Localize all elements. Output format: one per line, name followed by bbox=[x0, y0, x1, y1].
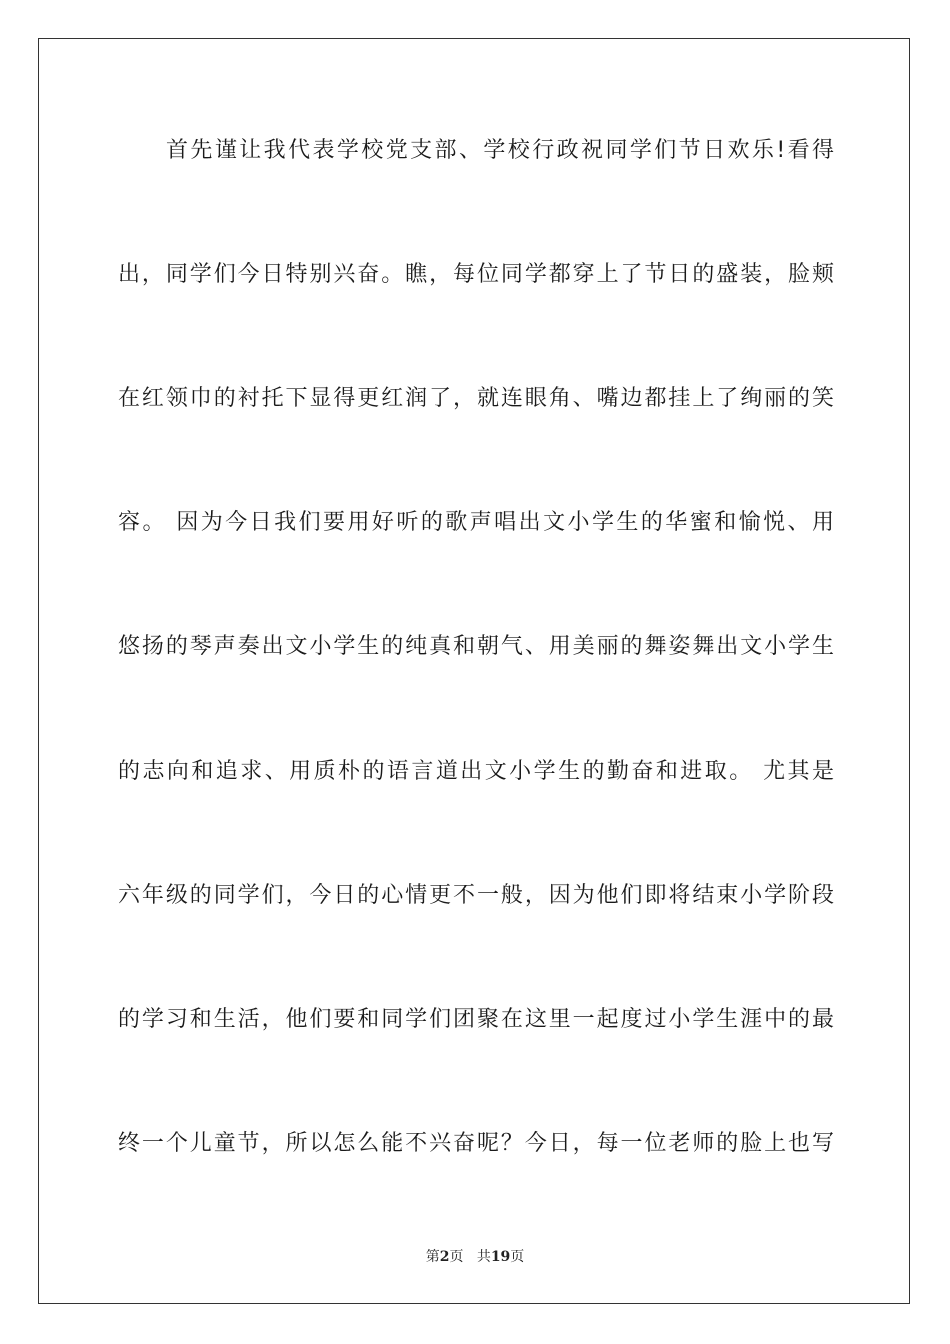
text-line-5: 悠扬的琴声奏出文小学生的纯真和朝气、用美丽的舞姿舞出文小学生 bbox=[118, 634, 834, 659]
text-line-7: 六年级的同学们，今日的心情更不一般，因为他们即将结束小学阶段 bbox=[118, 883, 834, 908]
text-line-2: 出，同学们今日特别兴奋。瞧，每位同学都穿上了节日的盛装，脸颊 bbox=[118, 262, 834, 287]
footer-page-number: 2 bbox=[439, 1249, 450, 1265]
footer-total-prefix: 共 bbox=[476, 1249, 491, 1265]
page-frame bbox=[38, 38, 910, 1304]
page-footer bbox=[0, 1246, 950, 1266]
text-line-1: 首先谨让我代表学校党支部、学校行政祝同学们节日欢乐!看得 bbox=[166, 138, 834, 163]
text-line-4: 容。 因为今日我们要用好听的歌声唱出文小学生的华蜜和愉悦、用 bbox=[118, 510, 834, 535]
text-line-8: 的学习和生活，他们要和同学们团聚在这里一起度过小学生涯中的最 bbox=[118, 1007, 834, 1032]
text-line-6: 的志向和追求、用质朴的语言道出文小学生的勤奋和进取。 尤其是 bbox=[118, 759, 834, 784]
footer-page-suffix: 页 bbox=[449, 1249, 464, 1265]
footer-total-pages: 19 bbox=[490, 1249, 511, 1265]
footer-page-prefix: 第 bbox=[425, 1249, 440, 1265]
footer-total-suffix: 页 bbox=[510, 1249, 525, 1265]
text-line-9: 终一个儿童节，所以怎么能不兴奋呢？今日，每一位老师的脸上也写 bbox=[118, 1131, 834, 1156]
text-line-3: 在红领巾的衬托下显得更红润了，就连眼角、嘴边都挂上了绚丽的笑 bbox=[118, 386, 834, 411]
